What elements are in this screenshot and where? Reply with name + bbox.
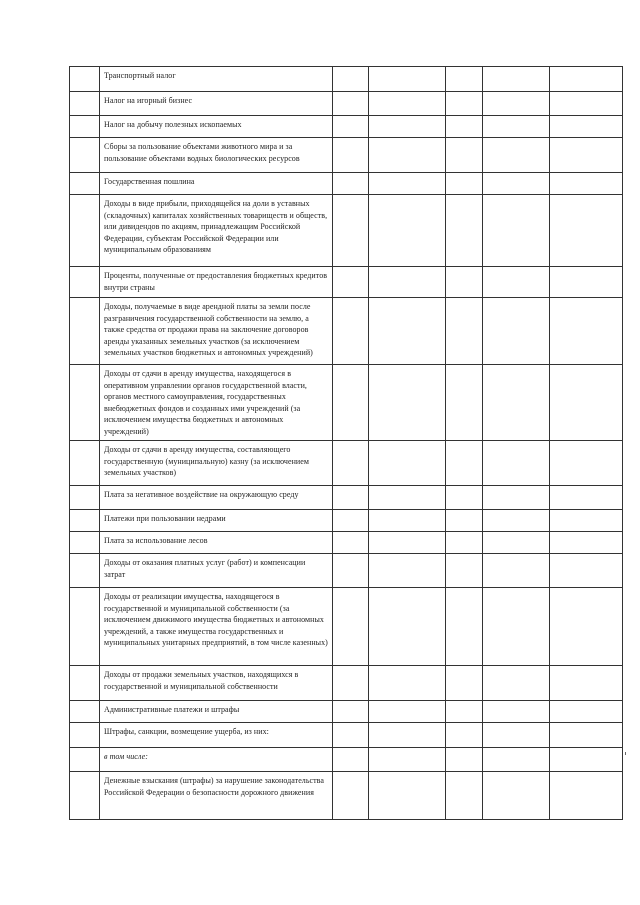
value-cell (550, 195, 623, 267)
row-label: Доходы, получаемые в виде арендной платы за земли после разграничения государственной собственности на землю, а также средства от продажи права на заключение договоров аренды указанных земельных участков (за исключением земельных участков бюджетных и автономных учреждений) (100, 298, 333, 365)
value-cell (446, 554, 483, 588)
value-cell (550, 441, 623, 486)
value-cell (369, 532, 446, 554)
row-label: Доходы от сдачи в аренду имущества, находящегося в оперативном управлении органов государственной власти, органов местного самоуправления, государственных внебюджетных фондов и созданных ими учреждений (за исключением имущества бюджетных и автономных учреждений) (100, 365, 333, 441)
value-cell (446, 532, 483, 554)
value-cell (483, 173, 550, 195)
value-cell (333, 723, 369, 748)
value-cell (446, 92, 483, 116)
row-number-cell (70, 486, 100, 510)
value-cell (550, 666, 623, 701)
row-label: Проценты, полученные от предоставления бюджетных кредитов внутри страны (100, 267, 333, 298)
value-cell (446, 298, 483, 365)
value-cell (483, 510, 550, 532)
value-cell (369, 116, 446, 138)
value-cell (333, 441, 369, 486)
value-cell (369, 267, 446, 298)
value-cell (369, 588, 446, 666)
value-cell (446, 116, 483, 138)
value-cell (446, 588, 483, 666)
value-cell (369, 195, 446, 267)
value-cell (369, 173, 446, 195)
value-cell (369, 510, 446, 532)
value-cell (550, 510, 623, 532)
value-cell (369, 723, 446, 748)
row-label: Налог на игорный бизнес (100, 92, 333, 116)
revenue-table (69, 66, 623, 820)
value-cell (369, 67, 446, 92)
table-row (70, 554, 623, 588)
value-cell (333, 532, 369, 554)
value-cell (550, 116, 623, 138)
row-number-cell (70, 116, 100, 138)
value-cell (446, 510, 483, 532)
value-cell (550, 92, 623, 116)
table-row (70, 666, 623, 701)
value-cell (446, 67, 483, 92)
scan-mark (625, 752, 626, 755)
value-cell (483, 772, 550, 820)
value-cell (446, 365, 483, 441)
value-cell (333, 748, 369, 772)
value-cell (369, 701, 446, 723)
table-row (70, 173, 623, 195)
value-cell (333, 138, 369, 173)
value-cell (333, 92, 369, 116)
row-label: Денежные взыскания (штрафы) за нарушение законодательства Российской Федерации о безопасности дорожного движения (100, 772, 333, 820)
value-cell (446, 173, 483, 195)
row-number-cell (70, 554, 100, 588)
table-row (70, 92, 623, 116)
value-cell (483, 666, 550, 701)
value-cell (446, 441, 483, 486)
row-number-cell (70, 138, 100, 173)
value-cell (483, 588, 550, 666)
table-row (70, 195, 623, 267)
table-row (70, 298, 623, 365)
row-number-cell (70, 532, 100, 554)
table-row (70, 138, 623, 173)
value-cell (550, 365, 623, 441)
row-label: Плата за использование лесов (100, 532, 333, 554)
value-cell (369, 772, 446, 820)
value-cell (550, 267, 623, 298)
row-label: Транспортный налог (100, 67, 333, 92)
value-cell (333, 701, 369, 723)
value-cell (446, 723, 483, 748)
value-cell (446, 195, 483, 267)
row-number-cell (70, 772, 100, 820)
row-number-cell (70, 267, 100, 298)
value-cell (483, 532, 550, 554)
value-cell (446, 666, 483, 701)
table-row (70, 588, 623, 666)
value-cell (550, 723, 623, 748)
value-cell (483, 138, 550, 173)
value-cell (446, 138, 483, 173)
value-cell (369, 666, 446, 701)
value-cell (333, 510, 369, 532)
table-row (70, 772, 623, 820)
row-number-cell (70, 723, 100, 748)
value-cell (550, 67, 623, 92)
value-cell (550, 748, 623, 772)
table-row (70, 532, 623, 554)
row-label: Административные платежи и штрафы (100, 701, 333, 723)
value-cell (333, 267, 369, 298)
row-label: Доходы в виде прибыли, приходящейся на доли в уставных (складочных) капиталах хозяйственных товариществ и обществ, или дивидендов по акциям, принадлежащим Российской Федерации, субъектам Российской Федерации или муниципальным образованиям (100, 195, 333, 267)
value-cell (446, 701, 483, 723)
row-label: Доходы от оказания платных услуг (работ) и компенсации затрат (100, 554, 333, 588)
value-cell (483, 195, 550, 267)
value-cell (483, 701, 550, 723)
value-cell (483, 116, 550, 138)
value-cell (483, 748, 550, 772)
row-number-cell (70, 67, 100, 92)
table-row (70, 441, 623, 486)
value-cell (483, 723, 550, 748)
row-number-cell (70, 441, 100, 486)
value-cell (333, 666, 369, 701)
row-label: Сборы за пользование объектами животного мира и за пользование объектами водных биологических ресурсов (100, 138, 333, 173)
value-cell (333, 486, 369, 510)
value-cell (333, 67, 369, 92)
row-label: Доходы от реализации имущества, находящегося в государственной и муниципальной собственности (за исключением движимого имущества бюджетных и автономных учреждений, а также имущества государственных и муниципальных унитарных предприятий, в том числе казенных) (100, 588, 333, 666)
row-number-cell (70, 588, 100, 666)
value-cell (369, 554, 446, 588)
table-row (70, 365, 623, 441)
value-cell (369, 486, 446, 510)
row-number-cell (70, 701, 100, 723)
row-number-cell (70, 510, 100, 532)
table-row (70, 510, 623, 532)
row-label: Платежи при пользовании недрами (100, 510, 333, 532)
table-row (70, 701, 623, 723)
value-cell (483, 441, 550, 486)
value-cell (369, 92, 446, 116)
value-cell (550, 486, 623, 510)
value-cell (550, 298, 623, 365)
row-number-cell (70, 195, 100, 267)
value-cell (446, 267, 483, 298)
value-cell (550, 772, 623, 820)
value-cell (550, 554, 623, 588)
value-cell (333, 116, 369, 138)
value-cell (369, 748, 446, 772)
row-number-cell (70, 92, 100, 116)
value-cell (483, 267, 550, 298)
value-cell (483, 486, 550, 510)
value-cell (483, 67, 550, 92)
table-row (70, 486, 623, 510)
value-cell (333, 173, 369, 195)
value-cell (369, 138, 446, 173)
row-label: Штрафы, санкции, возмещение ущерба, из них: (100, 723, 333, 748)
row-label: в том числе: (100, 748, 333, 772)
value-cell (483, 298, 550, 365)
revenue-table-body (70, 67, 623, 820)
value-cell (550, 138, 623, 173)
value-cell (446, 748, 483, 772)
value-cell (333, 298, 369, 365)
table-row (70, 748, 623, 772)
value-cell (483, 92, 550, 116)
value-cell (369, 365, 446, 441)
row-number-cell (70, 666, 100, 701)
value-cell (333, 772, 369, 820)
value-cell (333, 365, 369, 441)
row-label: Налог на добычу полезных ископаемых (100, 116, 333, 138)
table-row (70, 723, 623, 748)
value-cell (550, 701, 623, 723)
value-cell (483, 554, 550, 588)
table-row (70, 67, 623, 92)
value-cell (333, 195, 369, 267)
row-label: Доходы от сдачи в аренду имущества, составляющего государственную (муниципальную) казну (за исключением земельных участков) (100, 441, 333, 486)
value-cell (369, 441, 446, 486)
value-cell (333, 588, 369, 666)
value-cell (550, 532, 623, 554)
value-cell (550, 588, 623, 666)
row-number-cell (70, 365, 100, 441)
value-cell (446, 772, 483, 820)
row-number-cell (70, 298, 100, 365)
row-label: Доходы от продажи земельных участков, находящихся в государственной и муниципальной собственности (100, 666, 333, 701)
table-row (70, 116, 623, 138)
row-label: Плата за негативное воздействие на окружающую среду (100, 486, 333, 510)
value-cell (333, 554, 369, 588)
value-cell (369, 298, 446, 365)
value-cell (550, 173, 623, 195)
row-number-cell (70, 748, 100, 772)
value-cell (446, 486, 483, 510)
table-row (70, 267, 623, 298)
row-label: Государственная пошлина (100, 173, 333, 195)
value-cell (483, 365, 550, 441)
row-number-cell (70, 173, 100, 195)
